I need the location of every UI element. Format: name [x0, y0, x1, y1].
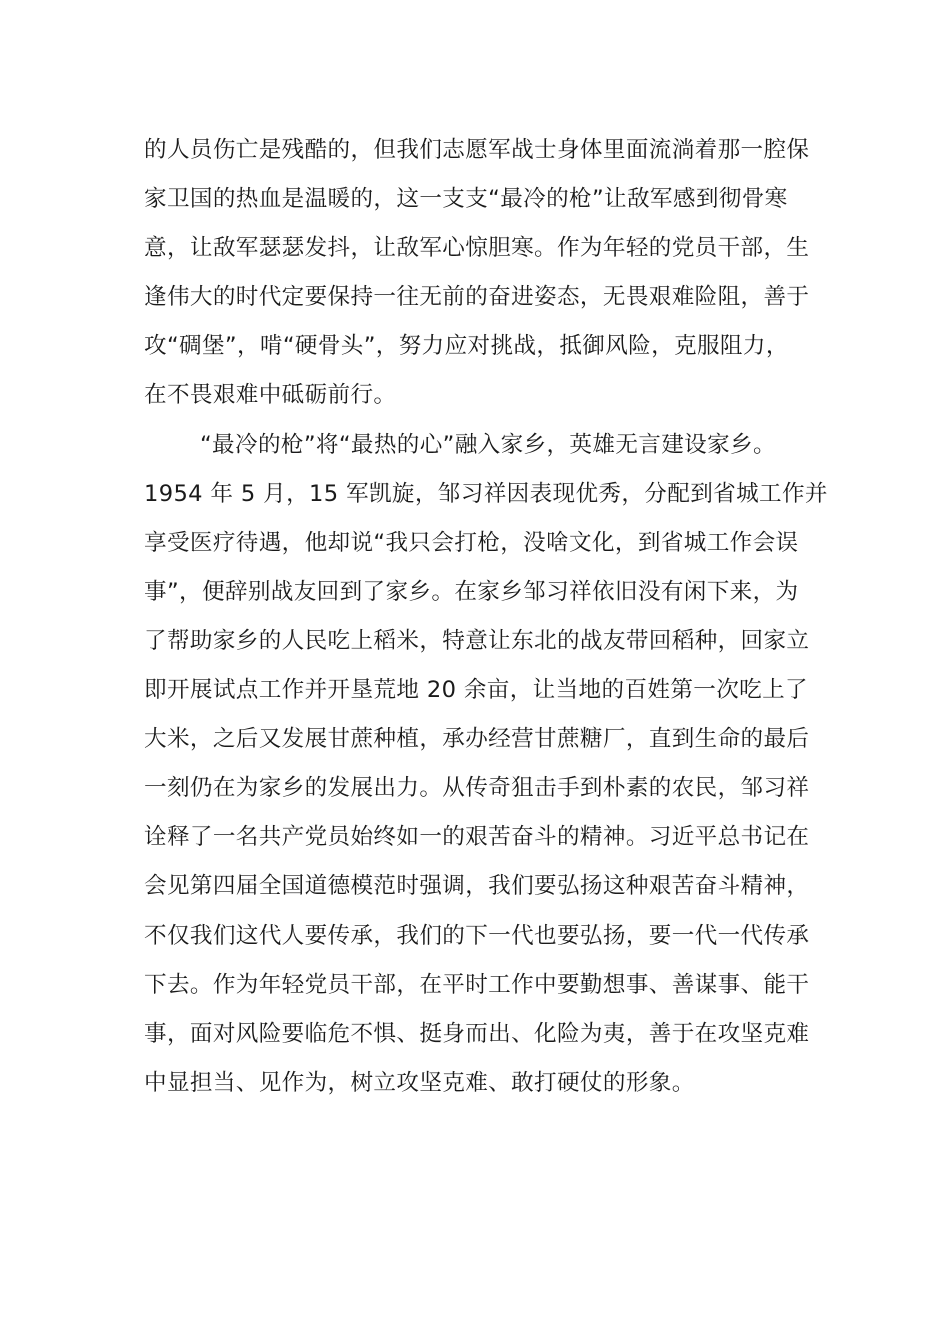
text-line: 在不畏艰难中砥砺前行。	[144, 382, 397, 409]
text-line: 事”，便辞别战友回到了家乡。在家乡邹习祥依旧没有闲下来，为	[144, 578, 799, 605]
text-line: 下去。作为年轻党员干部，在平时工作中要勤想事、善谋事、能干	[144, 971, 810, 998]
text-line: 了帮助家乡的人民吃上稻米，特意让东北的战友带回稻种，回家立	[144, 627, 810, 654]
text-line: 会见第四届全国道德模范时强调，我们要弘扬这种艰苦奋斗精神，	[144, 873, 810, 900]
text-line: 一刻仍在为家乡的发展出力。从传奇狙击手到朴素的农民，邹习祥	[144, 775, 810, 802]
text-line: 逢伟大的时代定要保持一往无前的奋进姿态，无畏艰难险阻，善于	[144, 284, 810, 311]
paragraph-2	[144, 427, 828, 1114]
text-line: 家卫国的热血是温暖的，这一支支“最冷的枪”让敌军感到彻骨寒	[144, 186, 788, 213]
text-line: 攻“碉堡”，啃“硬骨头”，努力应对挑战，抵御风险，克服阻力，	[144, 333, 789, 360]
text-line: 不仅我们这代人要传承，我们的下一代也要弘扬，要一代一代传承	[144, 922, 810, 949]
text-line: 的人员伤亡是残酷的，但我们志愿军战士身体里面流淌着那一腔保	[144, 137, 810, 163]
text-line: 中显担当、见作为，树立攻坚克难、敢打硬仗的形象。	[144, 1069, 695, 1096]
text-line: 即开展试点工作并开垦荒地 20 余亩，让当地的百姓第一次吃上了	[144, 677, 808, 704]
paragraph-1	[144, 132, 810, 427]
text-line: 意，让敌军瑟瑟发抖，让敌军心惊胆寒。作为年轻的党员干部，生	[144, 235, 810, 262]
document-body	[144, 132, 828, 1114]
text-line: “最冷的枪”将“最热的心”融入家乡，英雄无言建设家乡。	[200, 431, 776, 458]
text-line: 诠释了一名共产党员始终如一的艰苦奋斗的精神。习近平总书记在	[144, 824, 810, 851]
text-line: 享受医疗待遇，他却说“我只会打枪，没啥文化，到省城工作会误	[144, 529, 799, 556]
text-line: 事，面对风险要临危不惧、挺身而出、化险为夷，善于在攻坚克难	[144, 1020, 810, 1047]
text-line: 1954 年 5 月，15 军凯旋，邹习祥因表现优秀，分配到省城工作并	[144, 480, 828, 507]
text-line: 大米，之后又发展甘蔗种植，承办经营甘蔗糖厂，直到生命的最后	[144, 726, 810, 753]
